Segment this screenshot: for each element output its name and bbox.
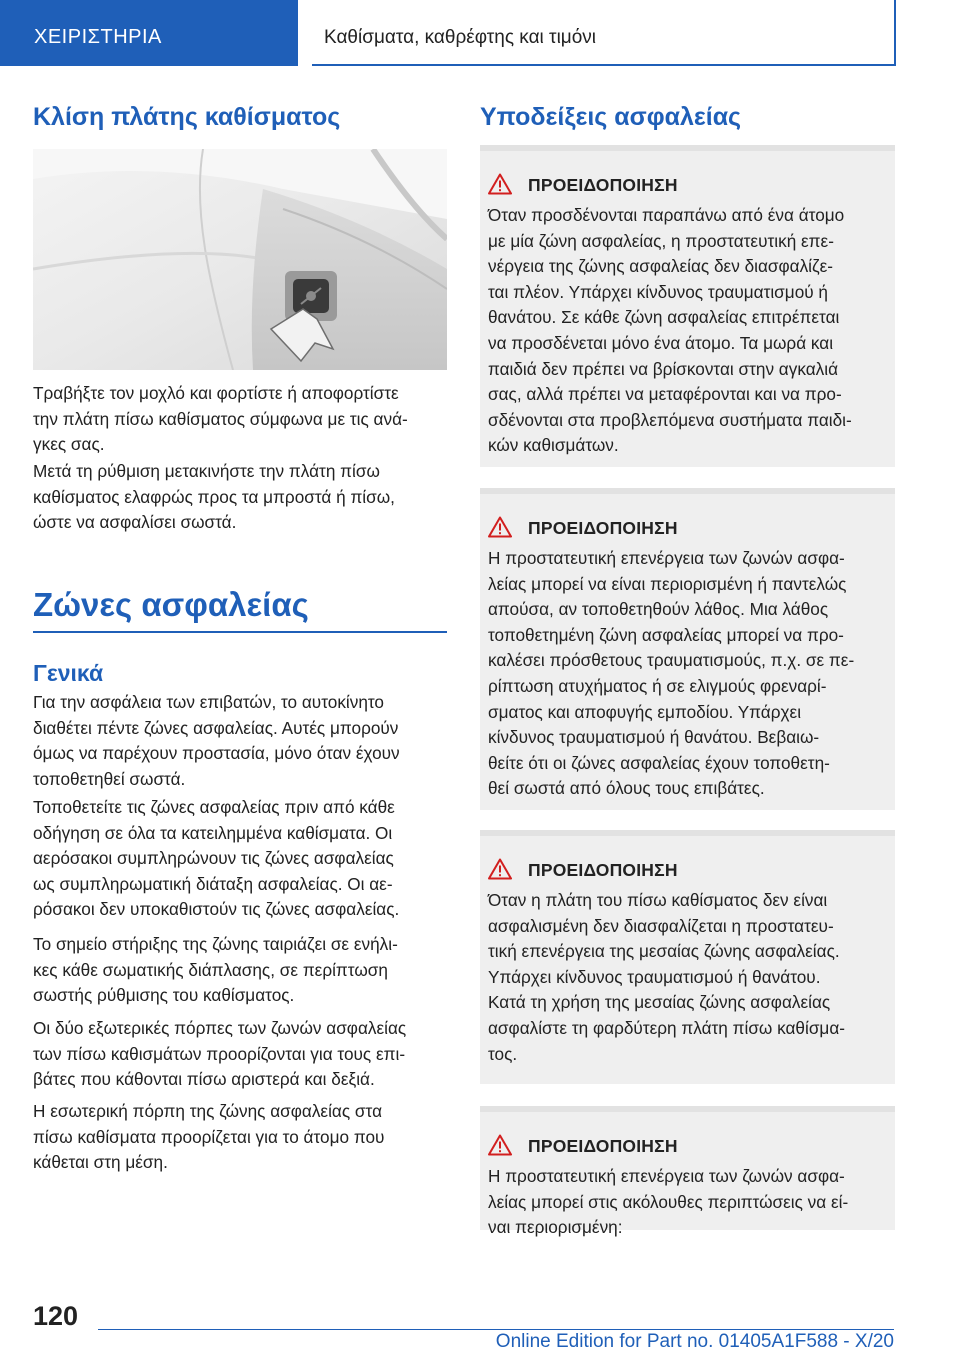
warning-triangle-icon [488, 173, 512, 195]
general-paragraph-4: Οι δύο εξωτερικές πόρπες των ζωνών ασφαλείας των πίσω καθισμάτων προορίζονται για τους επι- βάτες που κάθονται πίσω αριστερά και δεξιά. [33, 1018, 407, 1090]
chapter-tab-label: ΧΕΙΡΙΣΤΗΡΙΑ [34, 26, 162, 48]
warning-title: ΠΡΟΕΙΔΟΠΟΙΗΣΗ [528, 175, 678, 195]
warning-text: Η προστατευτική επενέργεια των ζωνών ασφα- λείας μπορεί να είναι περιορισμένη ή παντελώς απούσα, αν τοποθετηθούν λάθος. Μια λάθος τοποθετημένη ζώνη ασφαλείας μπορεί να προ- καλέσει πρόσθετους τραυματισμούς, π.χ. σε πε- ρίπτωση ατυχήματος ή σε ελιγμούς φρεναρί- σματος και αποφυγής εμποδίου. Υπάρχει κίνδυνος τραυματισμού ή θανάτου. Βεβαιω- θείτε ότι οι ζώνες ασφαλείας έχουν τοποθετη- θεί σωστά από όλους τους επιβάτες. [488, 548, 855, 799]
section-title: Καθίσματα, καθρέφτης και τιμόνι [324, 27, 597, 48]
warning-text: Όταν προσδένονται παραπάνω από ένα άτομο με μία ζώνη ασφαλείας, η προστατευτική επε- νέργεια της ζώνης ασφαλείας δεν διασφαλίζε- ται πλέον. Υπάρχει κίνδυνος τραυματισμού ή θανάτου. Σε κάθε ζώνη ασφαλείας επιτρέπεται να προσδένεται μόνο ένα άτομο. Τα μωρά και παιδιά δεν πρέπει να βρίσκονται στην αγκαλιά σας, αλλά πρέπει να μεταφέρονται και να προ- σδένονται στα προβλεπόμενα συστήματα παιδι- κών καθισμάτων. [488, 205, 852, 456]
footer-rule [98, 1329, 894, 1330]
lock-paragraph-1: Τραβήξτε τον μοχλό και φορτίστε ή αποφορτίστε την πλάτη πίσω καθίσματος σύμφωνα με τις ανά- γκες σας. [33, 383, 408, 455]
warning-title: ΠΡΟΕΙΔΟΠΟΙΗΣΗ [528, 860, 678, 880]
general-paragraph-3: Το σημείο στήριξης της ζώνης ταιριάζει σε ενήλι- κες κάθε σωματικής διάπλασης, σε περίπτωση σωστής ρύθμισης του καθίσματος. [33, 934, 398, 1006]
warning-triangle-icon [488, 858, 512, 880]
warning-box [480, 1106, 895, 1238]
warning-triangle-icon [488, 1134, 512, 1156]
warning-box [480, 488, 895, 810]
edition-footer[interactable]: Online Edition for Part no. 01405A1F588 - X/20 [495, 1331, 894, 1352]
page-number: 120 [33, 1301, 79, 1331]
heading-rule [33, 631, 447, 633]
seat-belts-heading: Ζώνες ασφαλείας [33, 586, 309, 623]
chapter-tab[interactable] [0, 0, 298, 66]
safety-notes-heading: Υποδείξεις ασφαλείας [480, 103, 742, 131]
section-header [312, 0, 896, 66]
backrest-lock-heading: Κλίση πλάτης καθίσματος [33, 103, 341, 131]
warning-title: ΠΡΟΕΙΔΟΠΟΙΗΣΗ [528, 1136, 678, 1156]
general-paragraph-1: Για την ασφάλεια των επιβατών, το αυτοκίνητο διαθέτει πέντε ζώνες ασφαλείας. Αυτές μπορούν όμως να παρέχουν προστασία, μόνο όταν έχουν τοποθετηθεί σωστά. [33, 692, 400, 789]
backrest-release-photo [33, 149, 447, 370]
general-subheading: Γενικά [33, 660, 104, 686]
lock-paragraph-2: Μετά τη ρύθμιση μετακινήστε την πλάτη πίσω καθίσματος ελαφρώς προς τα μπροστά ή πίσω, ώστε να ασφαλίσει σωστά. [33, 461, 395, 533]
warning-text: Όταν η πλάτη του πίσω καθίσματος δεν είναι ασφαλισμένη δεν διασφαλίζεται η προστατευ- τική επενέργεια της μεσαίας ζώνης ασφαλείας. Υπάρχει κίνδυνος τραυματισμού ή θανάτου. Κατά τη χρήση της μεσαίας ζώνης ασφαλείας ασφαλίστε τη φαρδύτερη πλάτη πίσω καθίσμα- τος. [488, 890, 845, 1064]
warning-box [480, 145, 895, 467]
warning-box [480, 830, 895, 1084]
warning-text: Η προστατευτική επενέργεια των ζωνών ασφα- λείας μπορεί στις ακόλουθες περιπτώσεις να εί- ναι περιορισμένη: [488, 1166, 849, 1238]
warning-triangle-icon [488, 516, 512, 538]
warning-title: ΠΡΟΕΙΔΟΠΟΙΗΣΗ [528, 518, 678, 538]
general-paragraph-5: Η εσωτερική πόρπη της ζώνης ασφαλείας στα πίσω καθίσματα προορίζεται για το άτομο που κάθεται στη μέση. [33, 1101, 385, 1173]
general-paragraph-2: Τοποθετείτε τις ζώνες ασφαλείας πριν από κάθε οδήγηση σε όλα τα κατειλημμένα καθίσματα. Οι αερόσακοι συμπληρώνουν τις ζώνες ασφαλείας ως συμπληρωματική διάταξη ασφαλείας. Οι αε- ρόσακοι δεν υποκαθιστούν τις ζώνες ασφαλείας. [33, 797, 400, 920]
